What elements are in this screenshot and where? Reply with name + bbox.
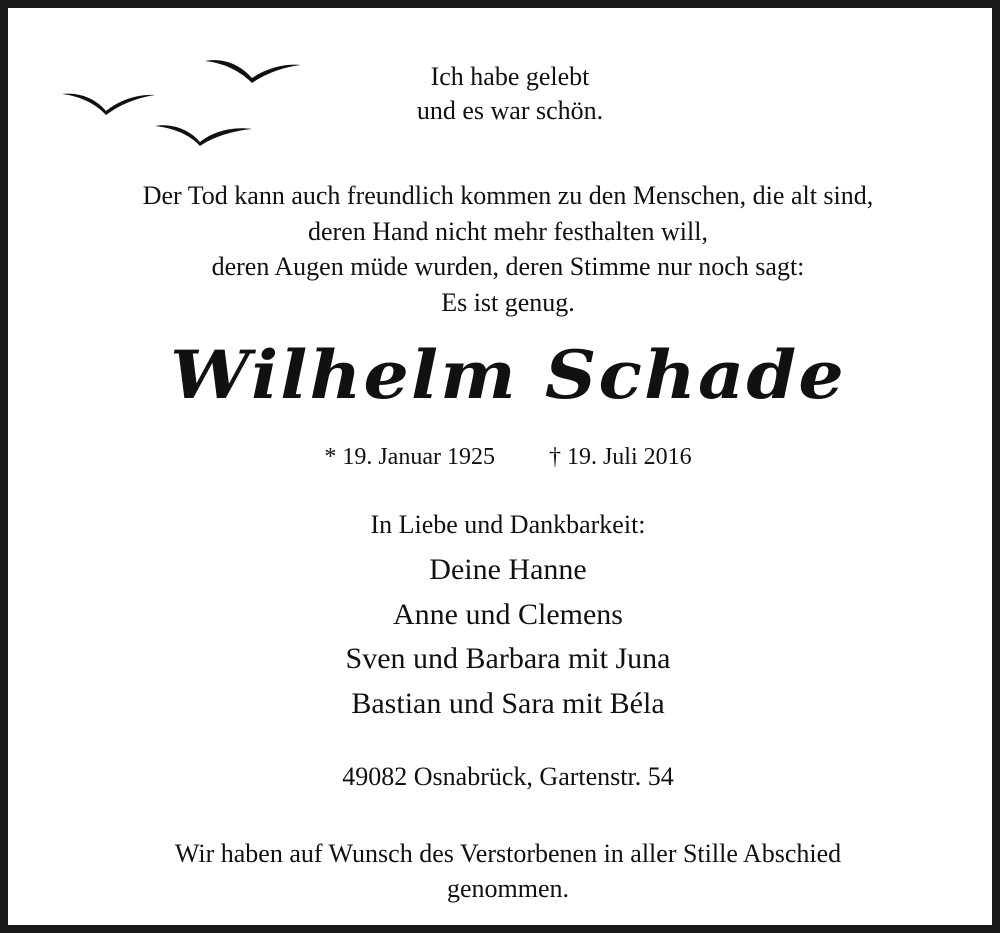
deceased-name: Wilhelm Schade <box>170 336 846 414</box>
poem <box>8 178 1000 320</box>
life-dates <box>8 440 1000 474</box>
opening-quote-line: Ich habe gelebt <box>430 62 590 91</box>
address: 49082 Osnabrück, Gartenstr. 54 <box>342 762 674 791</box>
poem-line: Es ist genug. <box>441 287 575 317</box>
family-intro: In Liebe und Dankbarkeit: <box>370 510 646 539</box>
poem-line: deren Hand nicht mehr festhalten will, <box>308 216 708 246</box>
poem-line: deren Augen müde wurden, deren Stimme nur noch sagt: <box>211 252 805 281</box>
closing-note-line: genommen. <box>446 874 570 903</box>
mourner-name: Deine Hanne <box>429 553 587 586</box>
birth-date: * 19. Januar 1925 <box>324 444 495 470</box>
closing-note-line: Wir haben auf Wunsch des Verstorbenen in aller Stille Abschied <box>174 839 842 868</box>
mourners-list <box>8 548 1000 726</box>
death-date: † 19. Juli 2016 <box>548 444 692 470</box>
poem-line: Der Tod kann auch freundlich kommen zu den Menschen, die alt sind, <box>142 181 874 210</box>
opening-quote <box>10 60 1000 128</box>
closing-note <box>8 836 1000 906</box>
bird-icon <box>155 125 252 146</box>
opening-quote-line: und es war schön. <box>416 96 604 125</box>
mourner-name: Bastian und Sara mit Béla <box>351 686 665 720</box>
mourner-name: Anne und Clemens <box>393 597 623 631</box>
mourner-name: Sven und Barbara mit Juna <box>345 642 671 675</box>
